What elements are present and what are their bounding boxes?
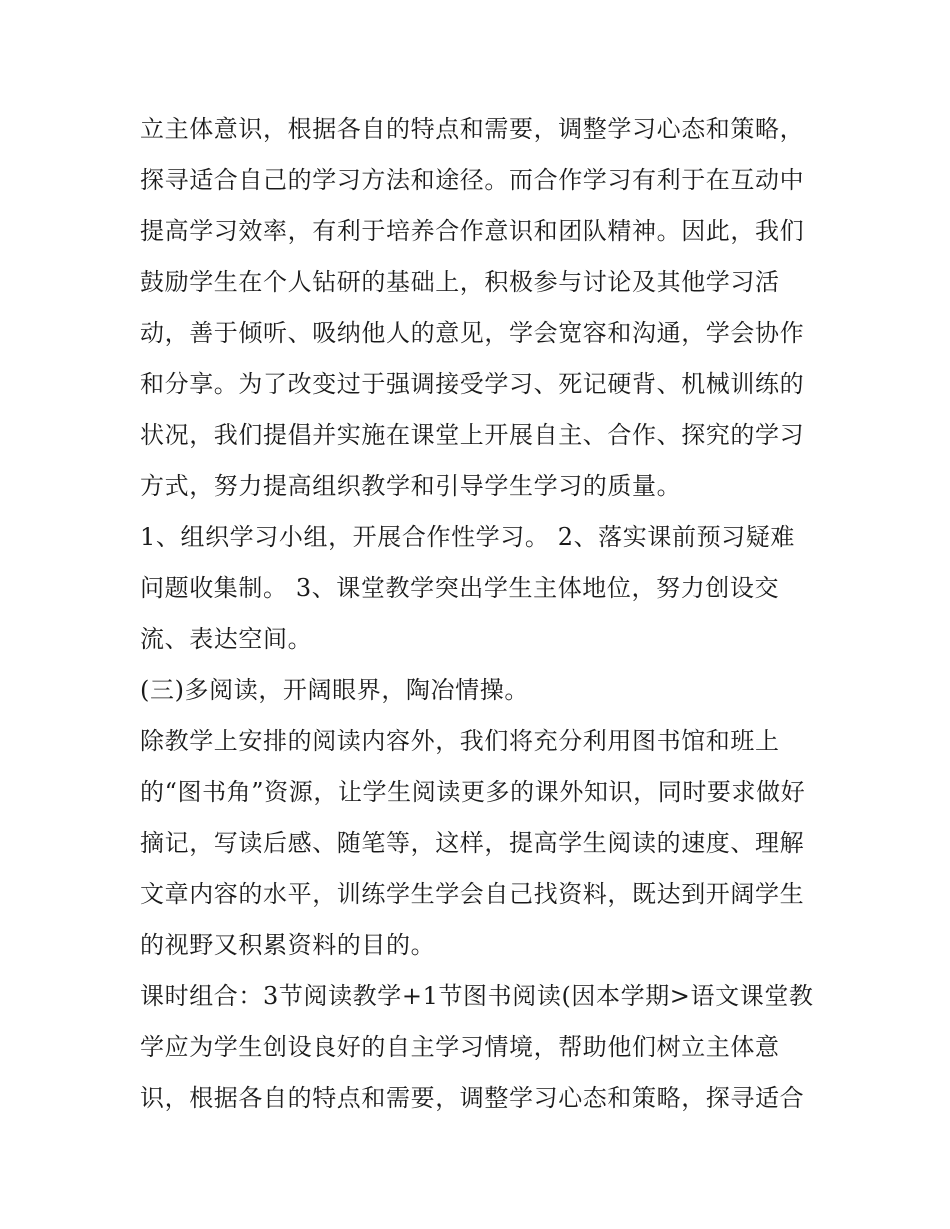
text-line: 探寻适合自己的学习方法和途径。而合作学习有利于在互动中 (140, 166, 805, 194)
text-line: 鼓励学生在个人钻研的基础上，积极参与讨论及其他学习活 (140, 268, 780, 296)
numbered-list-line: 问题收集制。 3、课堂教学突出学生主体地位，努力创设交 (140, 574, 780, 602)
text-line: 的“图书角”资源，让学生阅读更多的课外知识，同时要求做好 (140, 778, 806, 806)
text-line: 除教学上安排的阅读内容外，我们将充分利用图书馆和班上 (140, 727, 780, 755)
document-body (140, 104, 830, 1124)
text-line: 动，善于倾听、吸纳他人的意见，学会宽容和沟通，学会协作 (140, 319, 805, 347)
section-heading: (三)多阅读，开阔眼界，陶冶情操。 (140, 676, 529, 704)
text-line: 文章内容的水平，训练学生学会自己找资料，既达到开阔学生 (140, 880, 805, 908)
text-line: 状况，我们提倡并实施在课堂上开展自主、合作、探究的学习 (140, 421, 805, 449)
numbered-list-line: 1、组织学习小组，开展合作性学习。 2、落实课前预习疑难 (140, 523, 795, 551)
text-line: 提高学习效率，有利于培养合作意识和团队精神。因此，我们 (140, 217, 805, 245)
text-line: 立主体意识，根据各自的特点和需要，调整学习心态和策略， (140, 115, 805, 143)
text-line: 课时组合：3节阅读教学+1节图书阅读(因本学期>语文课堂教 (140, 982, 814, 1010)
text-line: 识，根据各自的特点和需要，调整学习心态和策略，探寻适合 (140, 1084, 805, 1112)
text-line: 摘记，写读后感、随笔等，这样，提高学生阅读的速度、理解 (140, 829, 805, 857)
text-line: 和分享。为了改变过于强调接受学习、死记硬背、机械训练的 (140, 370, 805, 398)
text-line: 方式，努力提高组织教学和引导学生学习的质量。 (140, 472, 682, 500)
text-line: 的视野又积累资料的目的。 (140, 931, 436, 959)
text-line: 学应为学生创设良好的自主学习情境，帮助他们树立主体意 (140, 1033, 780, 1061)
text-line: 流、表达空间。 (140, 625, 313, 653)
